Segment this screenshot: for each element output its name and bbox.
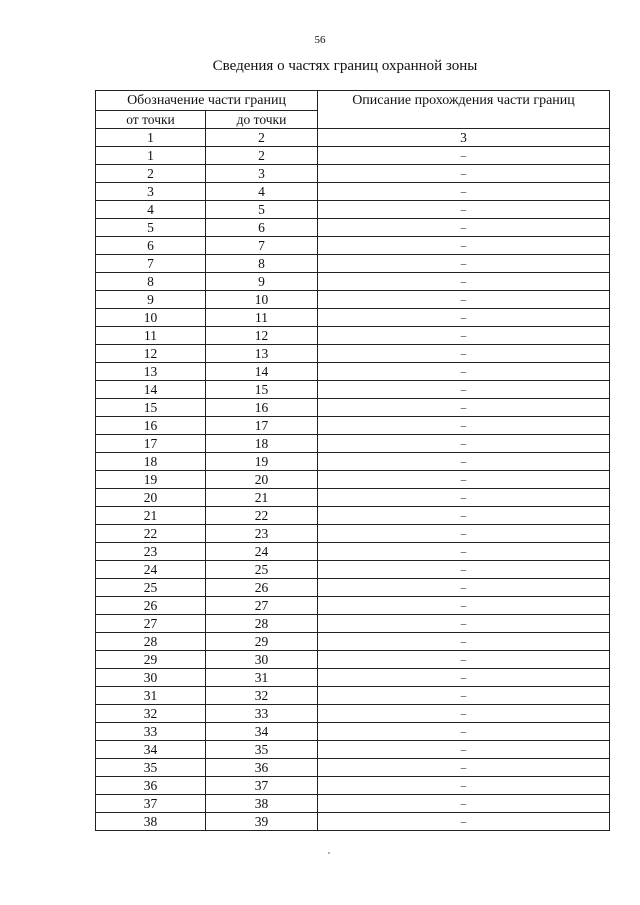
table-row bbox=[96, 777, 610, 795]
table-row bbox=[96, 345, 610, 363]
table-row bbox=[96, 273, 610, 291]
from-point-cell: 13 bbox=[96, 363, 206, 381]
boundary-parts-table bbox=[95, 90, 610, 831]
description-cell: – bbox=[318, 651, 610, 669]
table-body bbox=[96, 147, 610, 831]
description-cell: – bbox=[318, 723, 610, 741]
description-cell: – bbox=[318, 381, 610, 399]
to-point-cell: 8 bbox=[206, 255, 318, 273]
description-cell: – bbox=[318, 165, 610, 183]
description-cell: – bbox=[318, 705, 610, 723]
from-point-cell: 1 bbox=[96, 147, 206, 165]
table-row bbox=[96, 741, 610, 759]
from-point-cell: 15 bbox=[96, 399, 206, 417]
from-point-cell: 29 bbox=[96, 651, 206, 669]
description-cell: – bbox=[318, 237, 610, 255]
from-point-cell: 36 bbox=[96, 777, 206, 795]
footer-mark bbox=[328, 852, 330, 854]
to-point-cell: 5 bbox=[206, 201, 318, 219]
table-row bbox=[96, 165, 610, 183]
to-point-cell: 7 bbox=[206, 237, 318, 255]
table-row bbox=[96, 813, 610, 831]
table-row bbox=[96, 219, 610, 237]
from-point-cell: 25 bbox=[96, 579, 206, 597]
description-cell: – bbox=[318, 543, 610, 561]
from-point-cell: 10 bbox=[96, 309, 206, 327]
table-row bbox=[96, 561, 610, 579]
table-row bbox=[96, 525, 610, 543]
to-point-cell: 16 bbox=[206, 399, 318, 417]
from-point-cell: 30 bbox=[96, 669, 206, 687]
table-row bbox=[96, 615, 610, 633]
from-point-cell: 33 bbox=[96, 723, 206, 741]
description-cell: – bbox=[318, 741, 610, 759]
from-point-cell: 22 bbox=[96, 525, 206, 543]
to-point-cell: 3 bbox=[206, 165, 318, 183]
from-point-cell: 26 bbox=[96, 597, 206, 615]
from-point-cell: 20 bbox=[96, 489, 206, 507]
description-cell: – bbox=[318, 507, 610, 525]
to-point-cell: 39 bbox=[206, 813, 318, 831]
description-cell: – bbox=[318, 345, 610, 363]
to-point-cell: 18 bbox=[206, 435, 318, 453]
description-cell: – bbox=[318, 309, 610, 327]
from-point-cell: 31 bbox=[96, 687, 206, 705]
to-point-cell: 22 bbox=[206, 507, 318, 525]
description-cell: – bbox=[318, 183, 610, 201]
description-cell: – bbox=[318, 471, 610, 489]
table-row bbox=[96, 399, 610, 417]
column-number: 2 bbox=[206, 129, 318, 147]
description-cell: – bbox=[318, 417, 610, 435]
from-point-cell: 38 bbox=[96, 813, 206, 831]
header-boundary-part: Обозначение части границ bbox=[96, 91, 318, 111]
description-cell: – bbox=[318, 219, 610, 237]
table-row bbox=[96, 579, 610, 597]
from-point-cell: 23 bbox=[96, 543, 206, 561]
header-row-group bbox=[96, 91, 610, 111]
to-point-cell: 36 bbox=[206, 759, 318, 777]
table-row bbox=[96, 489, 610, 507]
from-point-cell: 32 bbox=[96, 705, 206, 723]
to-point-cell: 20 bbox=[206, 471, 318, 489]
table-row bbox=[96, 633, 610, 651]
to-point-cell: 9 bbox=[206, 273, 318, 291]
header-from-point: от точки bbox=[96, 111, 206, 129]
from-point-cell: 37 bbox=[96, 795, 206, 813]
to-point-cell: 14 bbox=[206, 363, 318, 381]
table-row bbox=[96, 651, 610, 669]
description-cell: – bbox=[318, 777, 610, 795]
to-point-cell: 10 bbox=[206, 291, 318, 309]
to-point-cell: 30 bbox=[206, 651, 318, 669]
table-row bbox=[96, 255, 610, 273]
from-point-cell: 9 bbox=[96, 291, 206, 309]
column-number: 3 bbox=[318, 129, 610, 147]
to-point-cell: 25 bbox=[206, 561, 318, 579]
table-row bbox=[96, 363, 610, 381]
description-cell: – bbox=[318, 525, 610, 543]
from-point-cell: 35 bbox=[96, 759, 206, 777]
column-number-row bbox=[96, 129, 610, 147]
to-point-cell: 15 bbox=[206, 381, 318, 399]
description-cell: – bbox=[318, 273, 610, 291]
description-cell: – bbox=[318, 759, 610, 777]
description-cell: – bbox=[318, 399, 610, 417]
description-cell: – bbox=[318, 795, 610, 813]
to-point-cell: 19 bbox=[206, 453, 318, 471]
description-cell: – bbox=[318, 327, 610, 345]
boundary-parts-table-container bbox=[95, 90, 609, 831]
description-cell: – bbox=[318, 489, 610, 507]
page-number: 56 bbox=[314, 34, 326, 46]
from-point-cell: 8 bbox=[96, 273, 206, 291]
description-cell: – bbox=[318, 201, 610, 219]
from-point-cell: 2 bbox=[96, 165, 206, 183]
from-point-cell: 12 bbox=[96, 345, 206, 363]
table-row bbox=[96, 687, 610, 705]
from-point-cell: 21 bbox=[96, 507, 206, 525]
from-point-cell: 34 bbox=[96, 741, 206, 759]
table-row bbox=[96, 597, 610, 615]
description-cell: – bbox=[318, 363, 610, 381]
from-point-cell: 7 bbox=[96, 255, 206, 273]
to-point-cell: 26 bbox=[206, 579, 318, 597]
to-point-cell: 34 bbox=[206, 723, 318, 741]
from-point-cell: 11 bbox=[96, 327, 206, 345]
to-point-cell: 11 bbox=[206, 309, 318, 327]
to-point-cell: 2 bbox=[206, 147, 318, 165]
description-cell: – bbox=[318, 435, 610, 453]
to-point-cell: 31 bbox=[206, 669, 318, 687]
to-point-cell: 38 bbox=[206, 795, 318, 813]
to-point-cell: 33 bbox=[206, 705, 318, 723]
table-row bbox=[96, 291, 610, 309]
header-description: Описание прохождения части границ bbox=[318, 91, 610, 129]
from-point-cell: 6 bbox=[96, 237, 206, 255]
from-point-cell: 4 bbox=[96, 201, 206, 219]
to-point-cell: 35 bbox=[206, 741, 318, 759]
table-row bbox=[96, 507, 610, 525]
to-point-cell: 29 bbox=[206, 633, 318, 651]
table-row bbox=[96, 795, 610, 813]
table-row bbox=[96, 327, 610, 345]
to-point-cell: 21 bbox=[206, 489, 318, 507]
from-point-cell: 16 bbox=[96, 417, 206, 435]
header-to-point: до точки bbox=[206, 111, 318, 129]
table-row bbox=[96, 471, 610, 489]
from-point-cell: 27 bbox=[96, 615, 206, 633]
table-row bbox=[96, 309, 610, 327]
from-point-cell: 28 bbox=[96, 633, 206, 651]
to-point-cell: 24 bbox=[206, 543, 318, 561]
description-cell: – bbox=[318, 687, 610, 705]
description-cell: – bbox=[318, 579, 610, 597]
to-point-cell: 23 bbox=[206, 525, 318, 543]
from-point-cell: 14 bbox=[96, 381, 206, 399]
table-row bbox=[96, 453, 610, 471]
description-cell: – bbox=[318, 561, 610, 579]
description-cell: – bbox=[318, 255, 610, 273]
to-point-cell: 12 bbox=[206, 327, 318, 345]
description-cell: – bbox=[318, 633, 610, 651]
table-row bbox=[96, 147, 610, 165]
description-cell: – bbox=[318, 453, 610, 471]
table-row bbox=[96, 183, 610, 201]
table-row bbox=[96, 705, 610, 723]
description-cell: – bbox=[318, 669, 610, 687]
table-row bbox=[96, 201, 610, 219]
table-row bbox=[96, 381, 610, 399]
to-point-cell: 6 bbox=[206, 219, 318, 237]
from-point-cell: 17 bbox=[96, 435, 206, 453]
from-point-cell: 24 bbox=[96, 561, 206, 579]
table-row bbox=[96, 723, 610, 741]
from-point-cell: 5 bbox=[96, 219, 206, 237]
table-row bbox=[96, 417, 610, 435]
table-row bbox=[96, 759, 610, 777]
to-point-cell: 17 bbox=[206, 417, 318, 435]
from-point-cell: 18 bbox=[96, 453, 206, 471]
column-number: 1 bbox=[96, 129, 206, 147]
description-cell: – bbox=[318, 291, 610, 309]
to-point-cell: 13 bbox=[206, 345, 318, 363]
description-cell: – bbox=[318, 615, 610, 633]
table-row bbox=[96, 669, 610, 687]
table-row bbox=[96, 543, 610, 561]
to-point-cell: 37 bbox=[206, 777, 318, 795]
description-cell: – bbox=[318, 597, 610, 615]
table-header bbox=[96, 91, 610, 147]
table-row bbox=[96, 237, 610, 255]
to-point-cell: 27 bbox=[206, 597, 318, 615]
to-point-cell: 4 bbox=[206, 183, 318, 201]
from-point-cell: 19 bbox=[96, 471, 206, 489]
to-point-cell: 28 bbox=[206, 615, 318, 633]
from-point-cell: 3 bbox=[96, 183, 206, 201]
table-row bbox=[96, 435, 610, 453]
description-cell: – bbox=[318, 813, 610, 831]
to-point-cell: 32 bbox=[206, 687, 318, 705]
description-cell: – bbox=[318, 147, 610, 165]
document-title: Сведения о частях границ охранной зоны bbox=[212, 58, 478, 74]
